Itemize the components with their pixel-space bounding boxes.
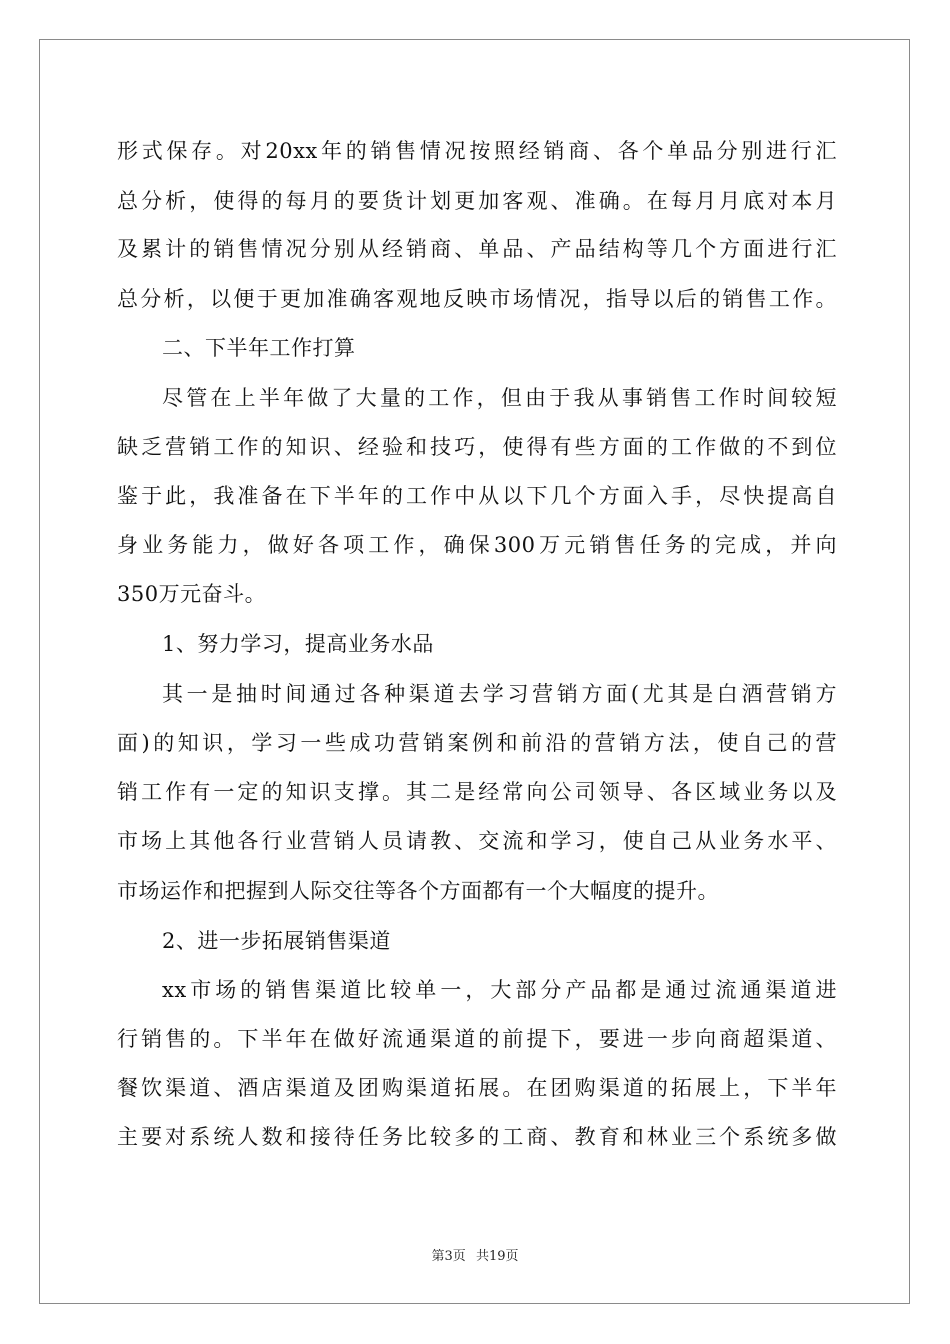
text-line: 市场上其他各行业营销人员请教、交流和学习，使自己从业务水平、 <box>117 829 837 853</box>
text-line: 销工作有一定的知识支撑。其二是经常向公司领导、各区域业务以及 <box>117 780 837 804</box>
subsection-heading: 1、努力学习，提高业务水品 <box>162 632 434 656</box>
section-heading: 二、下半年工作打算 <box>162 336 356 360</box>
text-line: 行销售的。下半年在做好流通渠道的前提下，要进一步向商超渠道、 <box>117 1027 837 1051</box>
text-line: 主要对系统人数和接待任务比较多的工商、教育和林业三个系统多做 <box>117 1125 837 1149</box>
text-line: 鉴于此，我准备在下半年的工作中从以下几个方面入手，尽快提高自 <box>117 484 837 508</box>
text-line: xx市场的销售渠道比较单一，大部分产品都是通过流通渠道进 <box>162 978 837 1002</box>
text-line: 350万元奋斗。 <box>117 582 267 606</box>
text-line: 尽管在上半年做了大量的工作，但由于我从事销售工作时间较短 <box>162 386 837 410</box>
text-line: 其一是抽时间通过各种渠道去学习营销方面(尤其是白酒营销方 <box>162 682 837 706</box>
page-frame <box>39 39 910 1304</box>
text-line: 面)的知识，学习一些成功营销案例和前沿的营销方法，使自己的营 <box>117 731 837 755</box>
text-line: 餐饮渠道、酒店渠道及团购渠道拓展。在团购渠道的拓展上，下半年 <box>117 1076 837 1100</box>
subsection-heading: 2、进一步拓展销售渠道 <box>162 929 391 953</box>
total-pages: 共19页 <box>475 1249 519 1264</box>
text-line: 总分析，以便于更加准确客观地反映市场情况，指导以后的销售工作。 <box>117 287 837 311</box>
text-line: 及累计的销售情况分别从经销商、单品、产品结构等几个方面进行汇 <box>117 237 837 261</box>
text-line: 市场运作和把握到人际交往等各个方面都有一个大幅度的提升。 <box>117 879 719 903</box>
text-line: 缺乏营销工作的知识、经验和技巧，使得有些方面的工作做的不到位 <box>117 435 837 459</box>
text-line: 总分析，使得的每月的要货计划更加客观、准确。在每月月底对本月 <box>117 189 837 213</box>
text-line: 身业务能力，做好各项工作，确保300万元销售任务的完成，并向 <box>117 533 837 557</box>
text-line: 形式保存。对20xx年的销售情况按照经销商、各个单品分别进行汇 <box>117 139 837 163</box>
page-footer <box>0 1245 950 1264</box>
current-page: 第3页 <box>431 1249 466 1264</box>
